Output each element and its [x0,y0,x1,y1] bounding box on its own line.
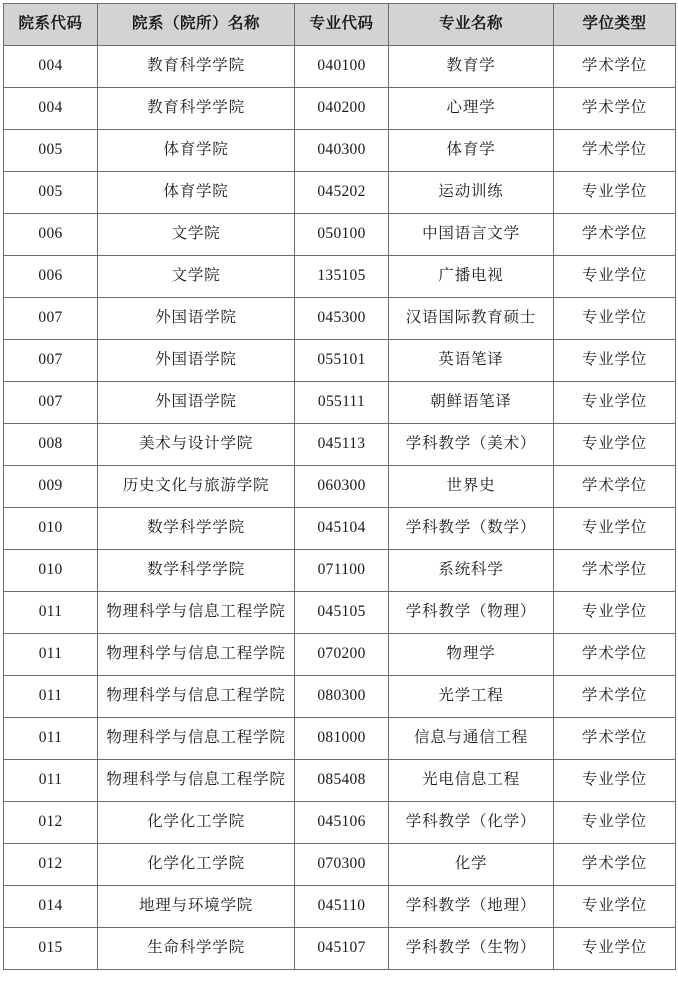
cell-major-name: 光学工程 [389,676,554,718]
cell-dept-code: 011 [4,760,98,802]
cell-major-code: 085408 [295,760,389,802]
table-row [4,130,676,172]
cell-degree-type: 专业学位 [554,424,676,466]
table-row [4,676,676,718]
cell-dept-name: 物理科学与信息工程学院 [98,634,295,676]
cell-dept-code: 010 [4,550,98,592]
cell-major-name: 学科教学（地理） [389,886,554,928]
cell-dept-code: 007 [4,382,98,424]
cell-major-code: 045107 [295,928,389,970]
table-row [4,718,676,760]
cell-dept-name: 外国语学院 [98,340,295,382]
cell-degree-type: 专业学位 [554,382,676,424]
cell-dept-name: 物理科学与信息工程学院 [98,718,295,760]
cell-dept-code: 004 [4,88,98,130]
cell-degree-type: 专业学位 [554,928,676,970]
cell-dept-name: 数学科学学院 [98,550,295,592]
header-row [4,4,676,46]
cell-major-name: 心理学 [389,88,554,130]
cell-major-name: 汉语国际教育硕士 [389,298,554,340]
cell-degree-type: 专业学位 [554,508,676,550]
table-row [4,382,676,424]
cell-dept-name: 化学化工学院 [98,802,295,844]
cell-degree-type: 学术学位 [554,466,676,508]
cell-dept-name: 物理科学与信息工程学院 [98,676,295,718]
cell-dept-name: 物理科学与信息工程学院 [98,592,295,634]
table-row [4,256,676,298]
column-header-degree-type: 学位类型 [554,4,676,46]
cell-major-code: 080300 [295,676,389,718]
cell-degree-type: 学术学位 [554,46,676,88]
cell-major-code: 070300 [295,844,389,886]
cell-major-code: 045202 [295,172,389,214]
cell-major-name: 物理学 [389,634,554,676]
cell-dept-code: 011 [4,634,98,676]
cell-degree-type: 学术学位 [554,718,676,760]
cell-dept-name: 文学院 [98,214,295,256]
cell-major-code: 040100 [295,46,389,88]
table-row [4,550,676,592]
cell-dept-code: 012 [4,802,98,844]
table-body [4,46,676,970]
cell-dept-code: 011 [4,592,98,634]
cell-major-name: 学科教学（美术） [389,424,554,466]
cell-major-name: 学科教学（数学） [389,508,554,550]
cell-dept-name: 体育学院 [98,130,295,172]
cell-degree-type: 专业学位 [554,172,676,214]
cell-degree-type: 专业学位 [554,760,676,802]
cell-dept-code: 007 [4,298,98,340]
cell-major-name: 学科教学（物理） [389,592,554,634]
table-row [4,928,676,970]
cell-major-name: 教育学 [389,46,554,88]
cell-dept-name: 历史文化与旅游学院 [98,466,295,508]
cell-degree-type: 学术学位 [554,130,676,172]
cell-major-code: 135105 [295,256,389,298]
cell-dept-code: 011 [4,676,98,718]
table-row [4,88,676,130]
cell-major-name: 运动训练 [389,172,554,214]
cell-dept-name: 物理科学与信息工程学院 [98,760,295,802]
cell-major-name: 信息与通信工程 [389,718,554,760]
cell-major-code: 071100 [295,550,389,592]
cell-major-code: 055101 [295,340,389,382]
table-row [4,172,676,214]
cell-degree-type: 专业学位 [554,340,676,382]
cell-major-name: 学科教学（化学） [389,802,554,844]
cell-dept-code: 005 [4,172,98,214]
cell-degree-type: 学术学位 [554,844,676,886]
cell-degree-type: 学术学位 [554,634,676,676]
cell-degree-type: 专业学位 [554,298,676,340]
cell-major-code: 045113 [295,424,389,466]
cell-major-code: 055111 [295,382,389,424]
cell-major-code: 045105 [295,592,389,634]
cell-major-name: 英语笔译 [389,340,554,382]
cell-degree-type: 专业学位 [554,886,676,928]
cell-degree-type: 学术学位 [554,88,676,130]
cell-dept-name: 地理与环境学院 [98,886,295,928]
table-row [4,508,676,550]
cell-dept-name: 教育科学学院 [98,88,295,130]
table-row [4,592,676,634]
cell-dept-code: 009 [4,466,98,508]
cell-degree-type: 专业学位 [554,802,676,844]
cell-dept-code: 008 [4,424,98,466]
cell-dept-code: 012 [4,844,98,886]
cell-major-name: 中国语言文学 [389,214,554,256]
majors-table [3,3,676,970]
cell-dept-name: 化学化工学院 [98,844,295,886]
cell-major-name: 学科教学（生物） [389,928,554,970]
cell-dept-name: 数学科学学院 [98,508,295,550]
table-row [4,886,676,928]
table-header [4,4,676,46]
cell-dept-code: 007 [4,340,98,382]
cell-dept-name: 生命科学学院 [98,928,295,970]
cell-dept-code: 014 [4,886,98,928]
cell-major-code: 045106 [295,802,389,844]
table-row [4,466,676,508]
cell-dept-name: 体育学院 [98,172,295,214]
cell-dept-code: 011 [4,718,98,760]
cell-dept-code: 006 [4,214,98,256]
cell-major-code: 081000 [295,718,389,760]
table-row [4,298,676,340]
cell-major-code: 045104 [295,508,389,550]
table-row [4,424,676,466]
cell-dept-name: 外国语学院 [98,298,295,340]
column-header-dept-code: 院系代码 [4,4,98,46]
table-row [4,214,676,256]
cell-dept-code: 005 [4,130,98,172]
cell-major-name: 系统科学 [389,550,554,592]
cell-dept-name: 美术与设计学院 [98,424,295,466]
cell-dept-name: 教育科学学院 [98,46,295,88]
cell-degree-type: 学术学位 [554,214,676,256]
cell-degree-type: 专业学位 [554,592,676,634]
column-header-major-code: 专业代码 [295,4,389,46]
table-row [4,760,676,802]
table-row [4,802,676,844]
cell-dept-name: 外国语学院 [98,382,295,424]
cell-major-name: 朝鲜语笔译 [389,382,554,424]
cell-major-name: 光电信息工程 [389,760,554,802]
cell-dept-code: 006 [4,256,98,298]
cell-major-name: 世界史 [389,466,554,508]
column-header-major-name: 专业名称 [389,4,554,46]
table-row [4,844,676,886]
cell-degree-type: 学术学位 [554,676,676,718]
cell-degree-type: 专业学位 [554,256,676,298]
cell-major-code: 045300 [295,298,389,340]
majors-table-container [0,3,678,995]
cell-major-code: 060300 [295,466,389,508]
table-row [4,340,676,382]
table-row [4,46,676,88]
cell-major-code: 040200 [295,88,389,130]
cell-dept-code: 010 [4,508,98,550]
cell-major-code: 045110 [295,886,389,928]
table-row [4,634,676,676]
cell-dept-name: 文学院 [98,256,295,298]
cell-major-code: 070200 [295,634,389,676]
cell-degree-type: 学术学位 [554,550,676,592]
cell-major-name: 体育学 [389,130,554,172]
cell-dept-code: 004 [4,46,98,88]
cell-major-code: 050100 [295,214,389,256]
cell-major-code: 040300 [295,130,389,172]
cell-major-name: 化学 [389,844,554,886]
cell-dept-code: 015 [4,928,98,970]
column-header-dept-name: 院系（院所）名称 [98,4,295,46]
cell-major-name: 广播电视 [389,256,554,298]
